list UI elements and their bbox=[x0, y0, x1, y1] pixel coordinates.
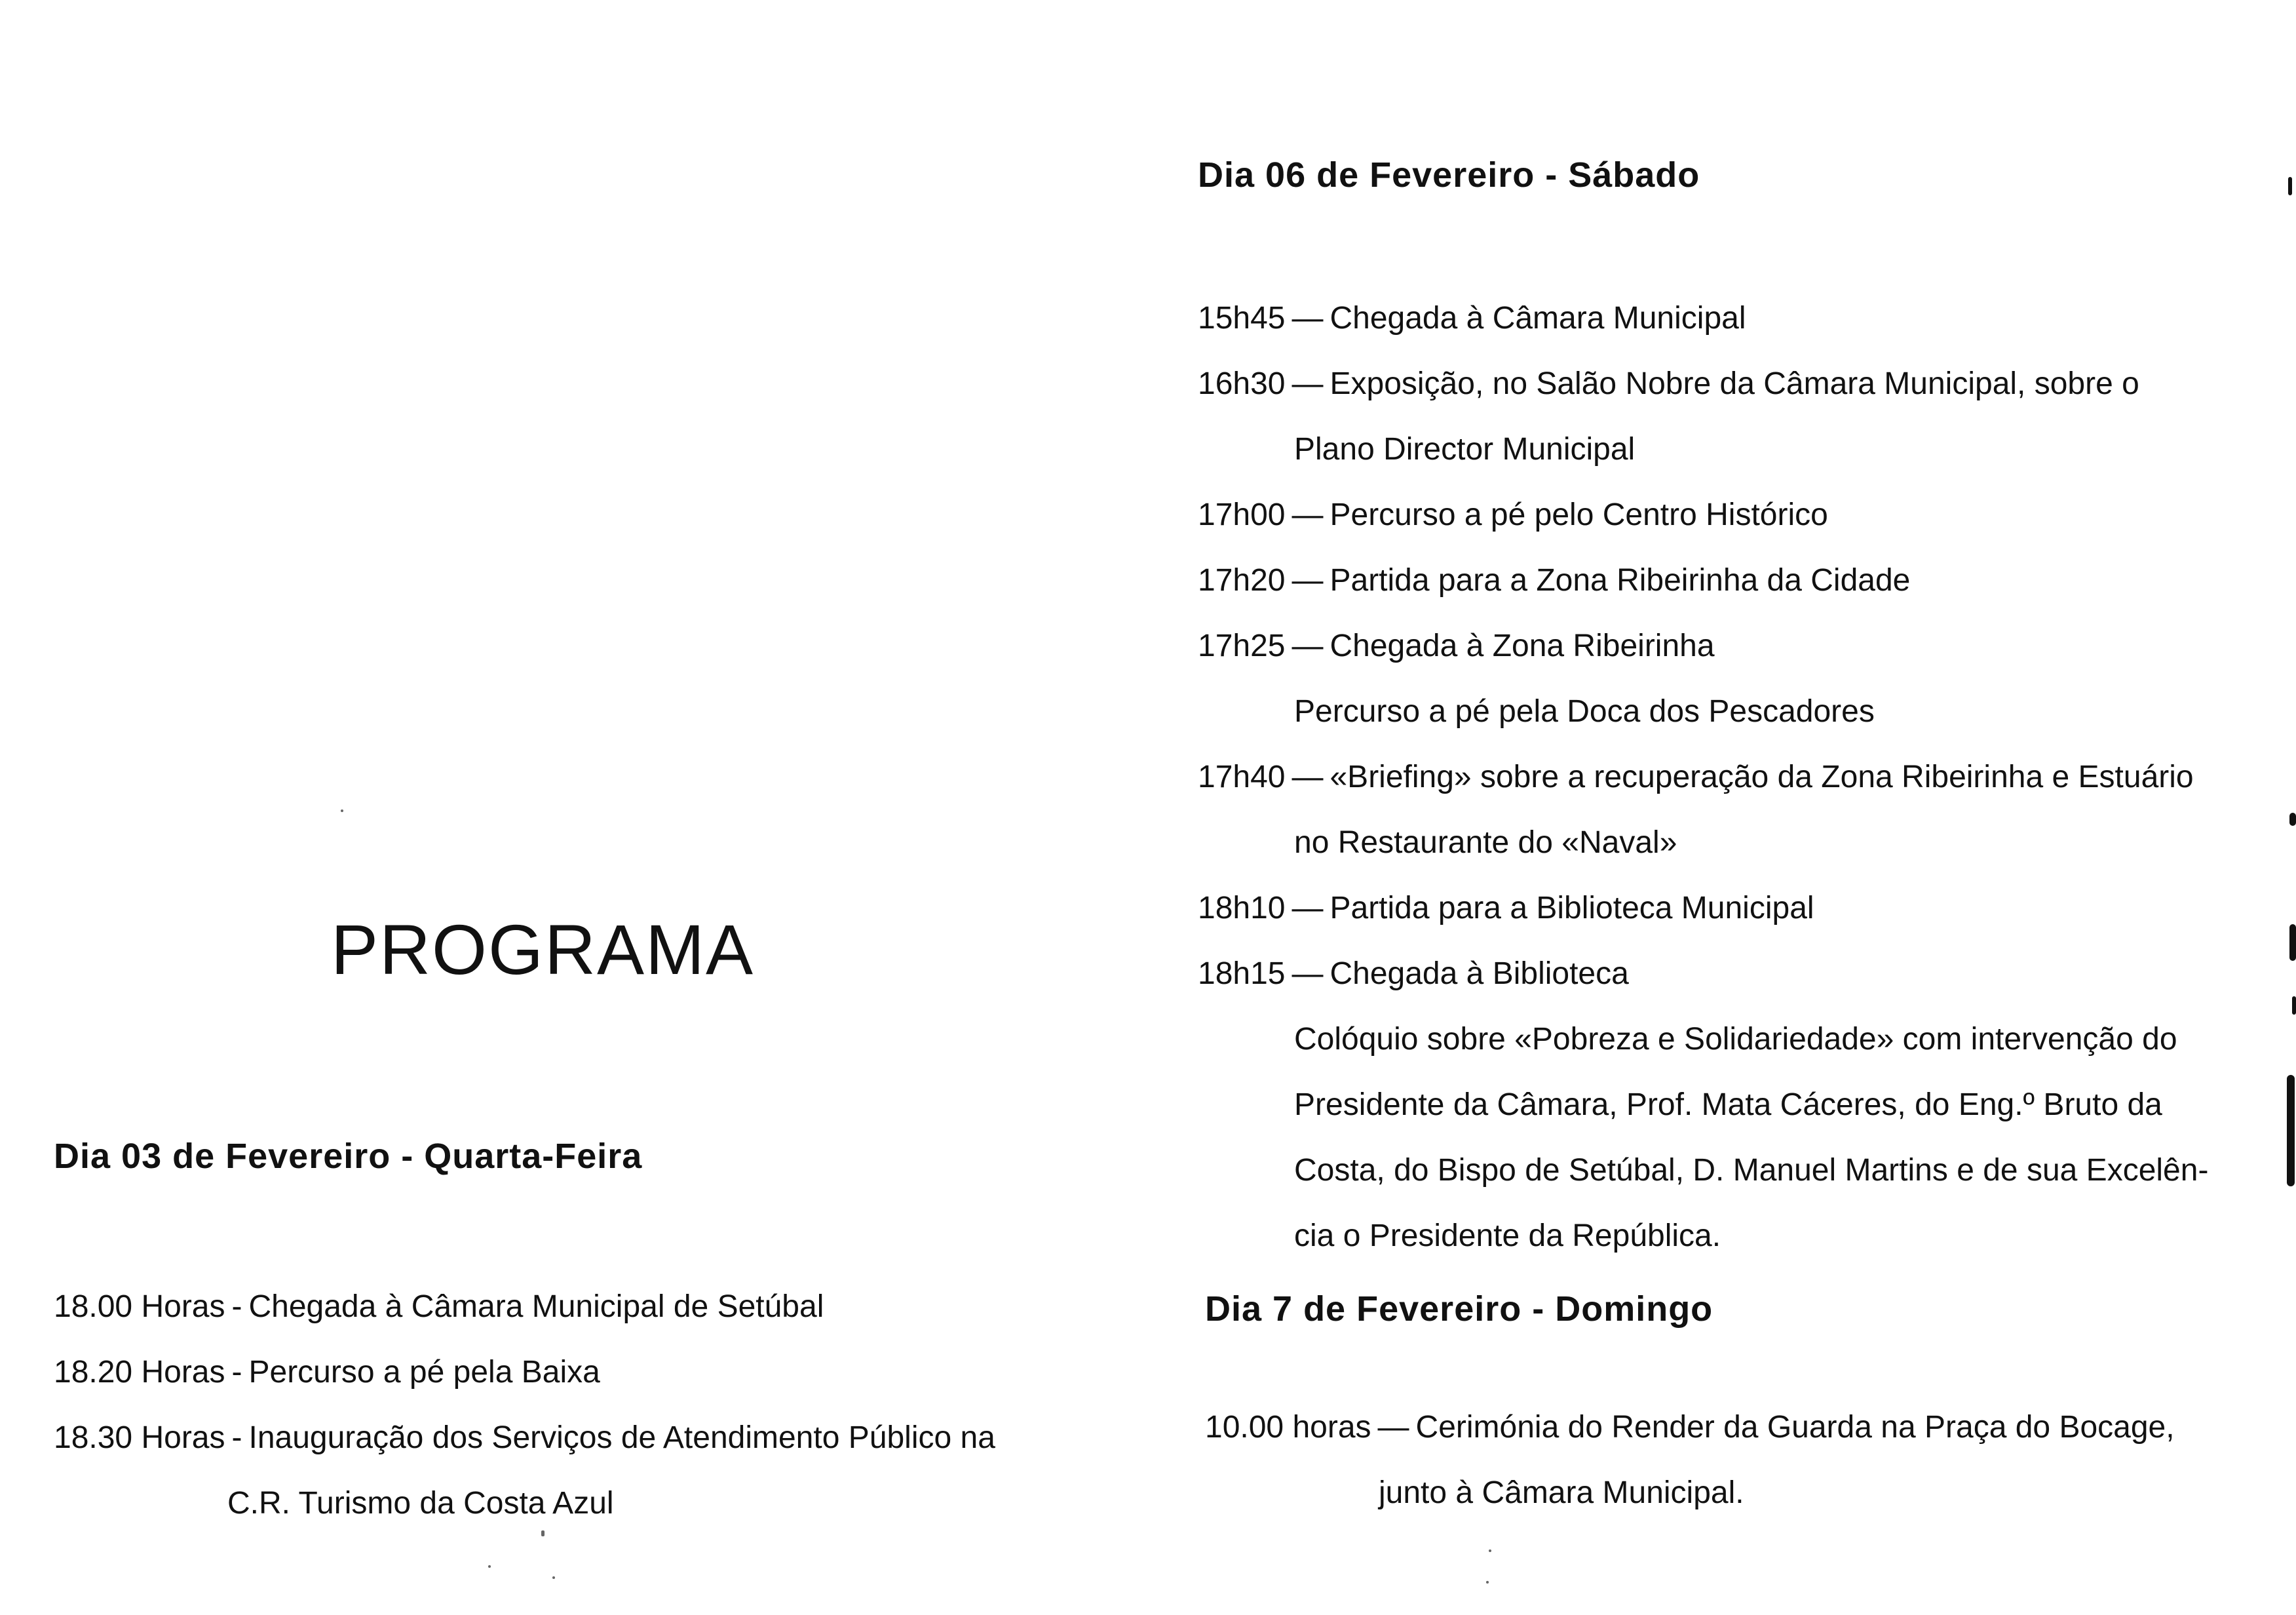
schedule-saturday bbox=[1198, 286, 2208, 1269]
entry-text: Percurso a pé pela Baixa bbox=[248, 1355, 600, 1390]
day-heading-saturday: Dia 06 de Fevereiro - Sábado bbox=[1198, 155, 1700, 195]
entry-continuation: Plano Director Municipal bbox=[1294, 432, 1636, 467]
edge-scan-mark bbox=[2292, 996, 2296, 1015]
schedule-sunday bbox=[1205, 1395, 2175, 1526]
colloquium-line: cia o Presidente da República. bbox=[1294, 1218, 1721, 1253]
entry-time: 15h45 bbox=[1198, 301, 1286, 336]
entry-continuation: Percurso a pé pela Doca dos Pescadores bbox=[1294, 694, 1875, 729]
schedule-entry: 18.20 Horas - Percurso a pé pela Baixa bbox=[54, 1355, 600, 1390]
colloquium-line: Presidente da Câmara, Prof. Mata Cáceres, do Eng.º Bruto da bbox=[1294, 1087, 2162, 1122]
entry-time: 18.00 Horas bbox=[54, 1289, 225, 1324]
entry-time: 17h40 bbox=[1198, 760, 1286, 794]
colloquium-line: Colóquio sobre «Pobreza e Solidariedade» com intervenção do bbox=[1294, 1022, 2177, 1057]
edge-scan-mark bbox=[2288, 177, 2292, 195]
schedule-entry: 18h15 — Chegada à Biblioteca Colóquio sobre «Pobreza e Solidariedade» com intervenção do Presidente da Câmara, Prof. Mata Cáceres, do Eng.º Bruto da Costa, do Bispo de Setúbal, D. Manuel Martins e de sua Excelên- cia o Presidente da República. bbox=[1198, 941, 2208, 1269]
entry-text: Exposição, no Salão Nobre da Câmara Municipal, sobre o bbox=[1330, 366, 2139, 401]
schedule-entry: 18.30 Horas - Inauguração dos Serviços de Atendimento Público na C.R. Turismo da Costa Azul bbox=[54, 1405, 995, 1536]
paper-speck bbox=[1486, 1581, 1489, 1584]
entry-text: Partida para a Biblioteca Municipal bbox=[1330, 891, 1814, 925]
schedule-entry: 17h20 — Partida para a Zona Ribeirinha da Cidade bbox=[1198, 563, 1911, 598]
entry-text: Partida para a Zona Ribeirinha da Cidade bbox=[1330, 563, 1911, 598]
entry-text: Chegada à Câmara Municipal de Setúbal bbox=[248, 1289, 824, 1324]
paper-speck bbox=[488, 1565, 491, 1568]
schedule-entry: 18h10 — Partida para a Biblioteca Municipal bbox=[1198, 891, 1814, 925]
entry-text: Cerimónia do Render da Guarda na Praça do Bocage, bbox=[1415, 1410, 2175, 1445]
entry-time: 18h15 bbox=[1198, 956, 1286, 991]
entry-time: 17h25 bbox=[1198, 629, 1286, 663]
entry-continuation: C.R. Turismo da Costa Azul bbox=[227, 1486, 614, 1521]
entry-continuation: junto à Câmara Municipal. bbox=[1379, 1475, 1744, 1510]
entry-time: 18.20 Horas bbox=[54, 1355, 225, 1390]
edge-scan-mark bbox=[2287, 1075, 2295, 1186]
schedule-entry: 15h45 — Chegada à Câmara Municipal bbox=[1198, 301, 1746, 336]
entry-time: 18.30 Horas bbox=[54, 1420, 225, 1455]
paper-speck bbox=[552, 1576, 555, 1579]
schedule-entry: 17h40 — «Briefing» sobre a recuperação da Zona Ribeirinha e Estuário no Restaurante do «Naval» bbox=[1198, 745, 2208, 876]
schedule-entry: 17h00 — Percurso a pé pelo Centro Histórico bbox=[1198, 497, 1828, 532]
paper-speck bbox=[341, 809, 343, 812]
entry-text: Chegada à Zona Ribeirinha bbox=[1330, 629, 1715, 663]
entry-text: Percurso a pé pelo Centro Histórico bbox=[1330, 497, 1828, 532]
entry-text: Inauguração dos Serviços de Atendimento Público na bbox=[248, 1420, 995, 1455]
entry-time: 10.00 horas bbox=[1205, 1410, 1371, 1445]
schedule-wednesday bbox=[54, 1274, 995, 1536]
entry-time: 18h10 bbox=[1198, 891, 1286, 925]
schedule-entry: 16h30 — Exposição, no Salão Nobre da Câmara Municipal, sobre o Plano Director Municipal bbox=[1198, 351, 2208, 482]
entry-continuation: no Restaurante do «Naval» bbox=[1294, 825, 1677, 860]
paper-speck bbox=[1489, 1549, 1491, 1552]
right-panel bbox=[1148, 0, 2296, 1615]
entry-text: «Briefing» sobre a recuperação da Zona Ribeirinha e Estuário bbox=[1330, 760, 2194, 794]
day-heading-sunday: Dia 7 de Fevereiro - Domingo bbox=[1205, 1289, 1713, 1329]
entry-time: 16h30 bbox=[1198, 366, 1286, 401]
schedule-entry: 17h25 — Chegada à Zona Ribeirinha Percurso a pé pela Doca dos Pescadores bbox=[1198, 613, 2208, 745]
schedule-entry: 10.00 horas — Cerimónia do Render da Guarda na Praça do Bocage, junto à Câmara Municipal. bbox=[1205, 1395, 2175, 1526]
day-heading-wednesday: Dia 03 de Fevereiro - Quarta-Feira bbox=[54, 1137, 643, 1176]
entry-time: 17h00 bbox=[1198, 497, 1286, 532]
schedule-entry: 18.00 Horas - Chegada à Câmara Municipal de Setúbal bbox=[54, 1289, 824, 1324]
entry-text: Chegada à Câmara Municipal bbox=[1330, 301, 1746, 336]
paper-speck bbox=[541, 1530, 545, 1536]
program-title: PROGRAMA bbox=[331, 910, 755, 989]
entry-text: Chegada à Biblioteca bbox=[1330, 956, 1629, 991]
edge-scan-mark bbox=[2289, 924, 2296, 961]
colloquium-line: Costa, do Bispo de Setúbal, D. Manuel Martins e de sua Excelên- bbox=[1294, 1153, 2209, 1188]
entry-time: 17h20 bbox=[1198, 563, 1286, 598]
edge-scan-mark bbox=[2289, 813, 2296, 826]
